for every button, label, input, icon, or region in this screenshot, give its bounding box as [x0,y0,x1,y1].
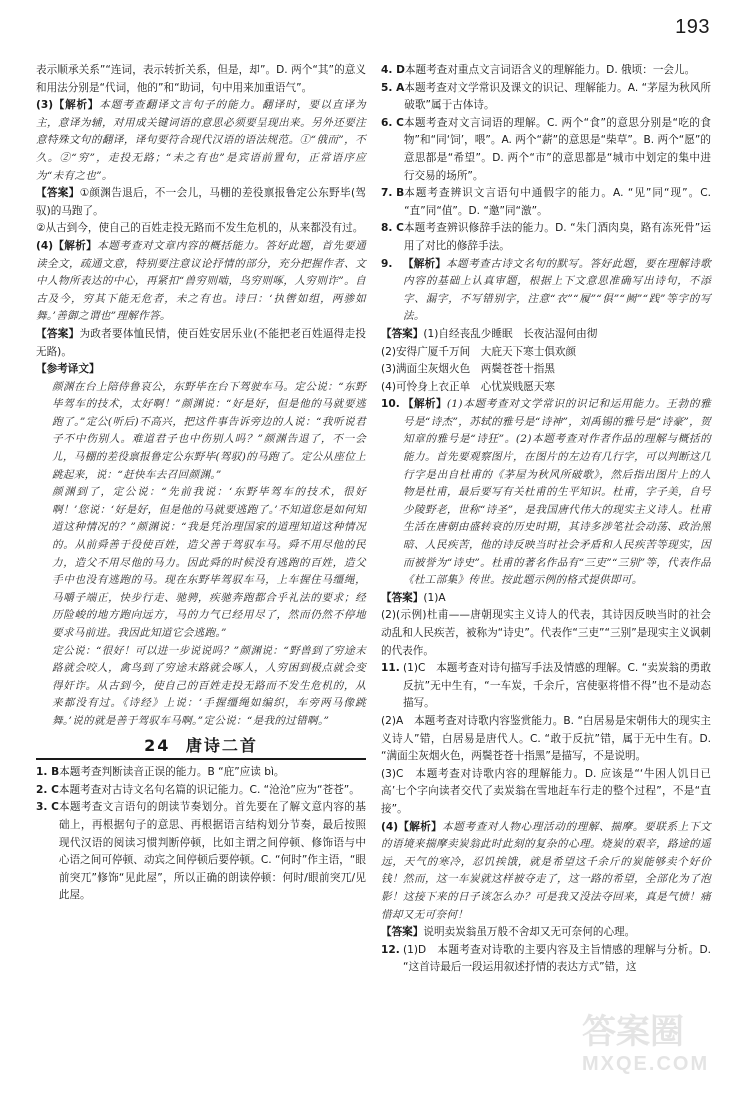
item-body: 本题考查对文学常识及课文的识记、理解能力。A. “茅屋为秋风所破歌”属于古体诗。 [404,81,711,112]
analysis-tag: (3)【解析】 [36,99,100,112]
item-body: 本题考查文言语句的朗读节奏划分。首先要在了解文意内容的基础上，再根据句子的意思、再根据语言结构划分节奏，最后按照现代汉语的阅读习惯判断停顿，比如主谓之间停顿、修饰语与中心语之间可停顿、动宾之间停顿后要停顿。C. “何时”作主语，“眼前突兀”修饰“见此屋”，所以正确的朗读停顿：何时/眼前突兀/见此屋。 [58,801,366,902]
list-item [381,256,711,326]
right-column [381,62,711,977]
item-body: 本题考查对古诗文名句名篇的识记能力。C. “沧沧”应为“苍苍”。 [58,783,360,796]
list-item [381,185,711,220]
watermark [582,1004,732,1084]
translation-paragraph: 颜渊在台上陪侍鲁哀公，东野毕在台下驾驶车马。定公说：“东野毕驾车的技术，太好啊！”颜渊说：“好是好，但是他的马就要逃跑了。”定公(听后)不高兴，把这件事告诉旁边的人说：“我听说君子不中伤别人。难道君子也中伤别人吗？”颜渊告退了，不一会儿，马棚的差役禀报鲁定公东野毕(驾驭)的马跑了。定公从座位上跳起来，说：“赶快车去召回颜渊。” [52,380,366,481]
item-body: 本题考查判断读音正误的能力。B “庇”应读 bì。 [59,766,285,779]
translation-tag: 【参考译文】 [36,363,100,376]
left-column [36,62,366,905]
answer-text: (3)C 本题考查对诗歌内容的理解能力。D. 应该是“‘牛困人饥日已高’七个字向读者交代了卖炭翁在雪地赶车行走的整个过程”，不是“直接”。 [381,767,711,815]
item-number: 4. D [381,64,405,76]
item-number: 11. [381,662,400,675]
page-number: 193 [675,16,710,38]
item-number: 8. C [381,222,404,235]
section-name: 唐诗二首 [185,735,258,755]
item-number: 1. B [36,766,60,779]
list-item [381,115,711,185]
section-number: 24 [144,735,171,755]
answer-tag: 【答案】 [36,187,80,200]
analysis-tag: 【解析】 [403,398,447,411]
list-item [36,764,366,782]
answer-tag: 【答案】 [381,327,424,340]
answer-text: (3)满面尘灰烟火色 两鬓苍苍十指黑 [381,363,555,376]
answer-text: 说明卖炭翁虽万般不舍却又无可奈何的心理。 [423,926,636,939]
item-number: 5. A [381,81,405,94]
list-item [381,660,711,713]
answer-text: ②从古到今，使自己的百姓走投无路而不发生危机的，从来都没有过。 [36,222,364,235]
list-item [36,782,366,800]
handwritten-note: 本题考查古诗文名句的默写。答好此题，要在理解诗歌内容的基础上认真审题，根据上下文意思准确写出诗句，不添字、漏字，不写错别字，注意“衣”“履”“俱”“阙”“践”等字的写法。 [403,257,712,323]
list-item [381,62,711,80]
item-number: 7. B [381,187,405,200]
answer-tag: 【答案】 [36,327,80,340]
item-number: 2. C [36,783,59,796]
item-body: 本题考查对文言词语的理解。C. 两个“食”的意思分别是“吃的食物”和“同‘饲’，喂”。A. 两个“薪”的意思是“柴草”。B. 两个“愿”的意思都是“希望”。D. 两个“市”的意思都是“城市中划定的集中进行交易的场所”。 [403,116,711,182]
list-item [381,942,711,977]
section-title [36,737,366,761]
answer-text: (2)(示例)杜甫——唐朝现实主义诗人的代表，其诗因反映当时的社会动乱和人民疾苦，被称为“诗史”。代表作“三吏”“三别”是现实主义讽刺的代表作。 [381,609,711,657]
answer-text: (1)A [423,591,446,604]
answer-text: (2)A 本题考查对诗歌内容鉴赏能力。B. “白居易是宋朝伟大的现实主义诗人”错，白居易是唐代人。C. “敢于反抗”错，属于无中生有。D. “满面尘灰烟火色，两鬓苍苍十指黑”是描写，不是说明。 [381,714,711,763]
answer-tag: 【答案】 [381,591,424,604]
answer-tag: 【答案】 [381,926,424,939]
list-item [36,799,366,905]
item-body: 本题考查辨识文言语句中通假字的能力。A. “见”同“现”。C. “直”同“值”。D. “邀”同“激”。 [404,187,711,217]
item-body: (1)D 本题考查对诗歌的主要内容及主旨情感的理解与分析。D. “这首诗最后一段运用叙述抒情的表达方式”错，这 [403,943,711,974]
handwritten-note: 本题考查翻译文言句子的能力。翻译时，要以直译为主，意译为辅，对用成关键词语的意思必须要呈现出来。另外还要注意特殊文句的翻译，译句要符合现代汉语的语法规范。①“俄而”，不久。②“穷”，走投无路；“未之有也”是宾语前置句，正常语序应为“未有之也”。 [36,99,366,182]
item-number: 9. [381,257,393,270]
item-number: 10. [381,398,400,411]
analysis-tag: (4)【解析】 [381,820,443,833]
answer-text: (1)自经丧乱少睡眠 长夜沾湿何由彻 [423,327,598,340]
paragraph: 表示顺承关系”“连词，表示转折关系，但是，却”。D. 两个“其”的意义和用法分别是“代词，他的”和“助词，句中用来加重语气”。 [36,64,366,94]
answer-text: ①颜渊告退后，不一会儿，马棚的差役禀报鲁定公东野毕(驾驭)的马跑了。 [36,187,366,217]
translation-paragraph: 定公说：“很好！可以进一步说说吗？”颜渊说：“野兽到了穷途末路就会咬人，禽鸟到了穷途末路就会啄人，人穷困到极点就会变得奸诈。从古到今，使自己的百姓走投无路而不发生危机的，从来都没有过。《诗经》上说：‘手握缰绳如编织，车旁两马像跳舞。’说的就是善于驾驭车马啊。”定公说：“是我的过错啊。” [52,644,366,727]
analysis-tag: 【解析】 [403,257,446,270]
item-body: 本题考查辨识修辞手法的能力。D. “朱门酒肉臭，路有冻死骨”运用了对比的修辞手法。 [403,222,711,252]
item-number: 12. [381,943,400,956]
list-item [381,220,711,255]
handwritten-note: 本题考查对人物心理活动的理解、揣摩。要联系上下文的语境来揣摩卖炭翁此时此刻的复杂的心理。烧炭的艰辛，路途的遥远，天气的寒冷，忍饥挨饿，就是希望这千余斤的炭能够卖个好价钱！然而，这一车炭就这样被夺走了，这一路的希望，全部化为了泡影！这接下来的日子该怎么办？可是我又没法夺回来，真是气愤！痛惜却又无可奈何！ [381,820,711,921]
item-number: 6. C [381,116,404,129]
translation-paragraph: 颜渊到了，定公说：“先前我说：‘东野毕驾车的技术，很好啊！’您说：‘好是好，但是他的马就要逃跑了。’不知道您是如何知道这种情况的？”颜渊说：“我是凭治理国家的道理知道这种情况的。从前舜善于役使百姓，造父善于驾驭车马。舜不用尽他的民力，造父不用尽他的马力。因此舜的时候没有逃跑的百姓，造父手中也没有逃跑的马。现在东野毕驾驭车马，上车握住马缰绳，马嚼子端正，快步行走、驰骋，疾驰奔跑都合乎礼法的要求；经历险峻的地方跑向远方，马的力气已经用尽了，然而仍然不停地要求马前进。我因此知道它会逃跑。” [52,486,366,639]
list-item [381,80,711,115]
answer-text: (4)可怜身上衣正单 心忧炭贱愿天寒 [381,380,555,393]
answer-text: (2)安得广厦千万间 大庇天下寒士俱欢颜 [381,345,577,358]
handwritten-note: (1)本题考查对文学常识的识记和运用能力。王勃的雅号是“诗杰”，苏轼的雅号是“诗神”，刘禹锡的雅号是“诗豪”，贺知章的雅号是“诗狂”。(2)本题考查对作者作品的理解与概括的能力。首先要观察图片，在图片的左边有几行字，可以判断这几行字是出自杜甫的《茅屋为秋风所破歌》，然后指出图片上的人物是杜甫，最后要写有关杜甫的生平知识。杜甫，字子美，自号少陵野老，世称“诗圣”，是我国唐代伟大的现实主义诗人。杜甫生活在唐朝由盛转衰的历史时期，其诗多涉笔社会动荡、政治黑暗、人民疾苦，他的诗反映当时社会矛盾和人民疾苦等现实，因而被誉为“诗史”。杜甫的著名作品有“三吏”“三别”等，代表作品《杜工部集》传世。按此题示例的格式提供即可。 [403,398,711,587]
answer-text: 为政者要体恤民情，使百姓安居乐业(不能把老百姓逼得走投无路)。 [36,327,366,358]
watermark-text: 答案圈 [582,1012,684,1052]
handwritten-note: 本题考查对文章内容的概括能力。答好此题，首先要通读全文，疏通文意，特别要注意议论抒情的部分，充分把握作者、文中人物所表达的中心，再紧扣“兽穷则啮，鸟穷则啄，人穷则诈”。自古及今，穷其下能无危者，未之有也。诗曰：‘执辔如组，两骖如舞。’善御之谓也”理解作答。 [36,239,366,323]
item-body: (1)C 本题考查对诗句描写手法及情感的理解。C. “卖炭翁的勇敢反抗”无中生有，“一车炭，千余斤，宫使驱将惜不得”也不是动态描写。 [403,662,711,710]
analysis-tag: (4)【解析】 [36,239,98,252]
item-number: 3. C [36,801,59,814]
item-body: 本题考查对重点文言词语含义的理解能力。D. 俄顷：一会儿。 [404,64,696,76]
watermark-text: MXQE.COM [582,1053,710,1075]
list-item [381,396,711,590]
